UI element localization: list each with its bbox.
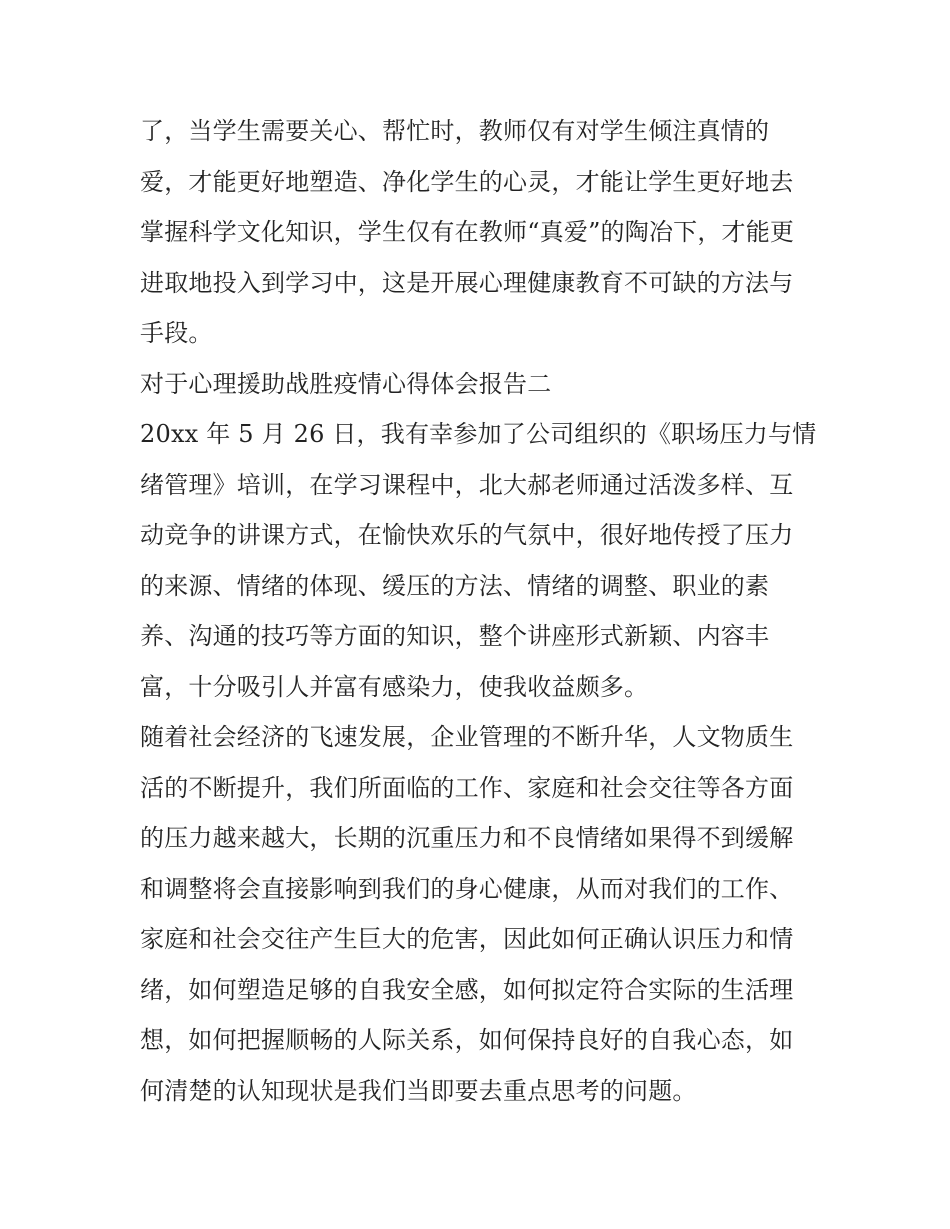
- text-line: 掌握科学文化知识，学生仅有在教师“真爱”的陶冶下，才能更: [140, 218, 795, 246]
- text-line: 何清楚的认知现状是我们当即要去重点思考的问题。: [140, 1076, 697, 1105]
- text-line: 手段。: [140, 319, 213, 347]
- text-line: 绪管理》培训，在学习课程中，北大郝老师通过活泼多样、互: [140, 470, 794, 499]
- text-line: 绪，如何塑造足够的自我安全感，如何拟定符合实际的生活理: [140, 975, 794, 1004]
- text-line: 活的不断提升，我们所面临的工作、家庭和社会交往等各方面: [140, 773, 794, 802]
- text-line: 随着社会经济的飞速发展，企业管理的不断升华，人文物质生: [140, 723, 794, 751]
- text-line: 养、沟通的技巧等方面的知识，整个讲座形式新颖、内容丰: [140, 622, 770, 650]
- text-line: 进取地投入到学习中，这是开展心理健康教育不可缺的方法与: [140, 268, 794, 297]
- text-line: 的压力越来越大，长期的沉重压力和不良情绪如果得不到缓解: [140, 824, 794, 852]
- document-body: [140, 106, 820, 1116]
- text-line: 的来源、情绪的体现、缓压的方法、情绪的调整、职业的素: [140, 571, 770, 600]
- text-line: 了，当学生需要关心、帮忙时，教师仅有对学生倾注真情的: [140, 117, 770, 145]
- text-line: 家庭和社会交往产生巨大的危害，因此如何正确认识压力和情: [140, 925, 794, 953]
- text-line: 爱，才能更好地塑造、净化学生的心灵，才能让学生更好地去: [140, 167, 794, 196]
- text-line: 20xx 年 5 月 26 日，我有幸参加了公司组织的《职场压力与情: [140, 420, 817, 448]
- text-line: 富，十分吸引人并富有感染力，使我收益颇多。: [140, 672, 649, 701]
- section-heading: 对于心理援助战胜疫情心得体会报告二: [140, 369, 552, 398]
- text-line: 动竞争的讲课方式，在愉快欢乐的气氛中，很好地传授了压力: [140, 521, 794, 549]
- text-line: 想，如何把握顺畅的人际关系，如何保持良好的自我心态，如: [140, 1026, 794, 1054]
- text-line: 和调整将会直接影响到我们的身心健康，从而对我们的工作、: [140, 874, 794, 903]
